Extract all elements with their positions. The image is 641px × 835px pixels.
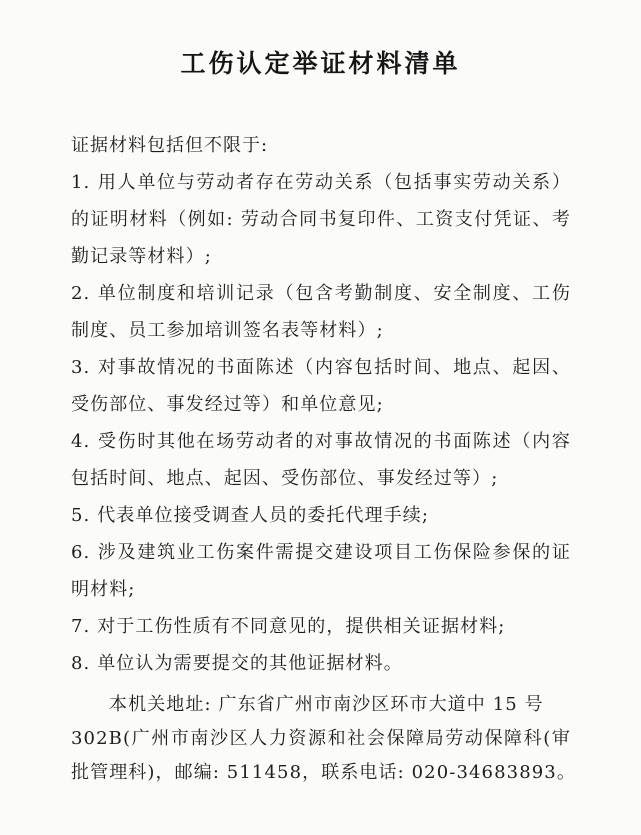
- evidence-list: [71, 127, 571, 682]
- list-item-line: 7. 对于工伤性质有不同意见的，提供相关证据材料;: [71, 616, 506, 637]
- list-item-line: 包括时间、地点、起因、受伤部位、事发经过等）;: [71, 468, 499, 489]
- list-item-line: 1. 用人单位与劳动者存在劳动关系（包括事实劳动关系）: [71, 172, 571, 193]
- intro-text: 证据材料包括但不限于:: [71, 135, 269, 156]
- office-address-block: [71, 688, 576, 790]
- address-line: 302B(广州市南沙区人力资源和社会保障局劳动保障科(审: [71, 728, 571, 749]
- list-item-line: 8. 单位认为需要提交的其他证据材料。: [71, 653, 403, 674]
- list-item-line: 5. 代表单位接受调查人员的委托代理手续;: [71, 505, 430, 526]
- list-item-3: [71, 349, 571, 423]
- list-item-line: 4. 受伤时其他在场劳动者的对事故情况的书面陈述（内容: [71, 431, 571, 452]
- address-line: 本机关地址: 广东省广州市南沙区环市大道中 15 号: [109, 694, 544, 715]
- list-item-line: 受伤部位、事发经过等）和单位意见;: [71, 394, 384, 415]
- list-item-line: 制度、员工参加培训签名表等材料）;: [71, 320, 384, 341]
- list-item-line: 3. 对事故情况的书面陈述（内容包括时间、地点、起因、: [71, 357, 571, 378]
- list-item-1: [71, 164, 571, 275]
- list-item-4: [71, 423, 571, 497]
- list-item-line: 明材料;: [71, 579, 136, 600]
- list-item-7: [71, 608, 571, 645]
- list-item-line: 的证明材料（例如: 劳动合同书复印件、工资支付凭证、考: [71, 209, 571, 230]
- list-item-5: [71, 497, 571, 534]
- list-item-line: 2. 单位制度和培训记录（包含考勤制度、安全制度、工伤: [71, 283, 571, 304]
- list-item-line: 勤记录等材料）;: [71, 246, 212, 267]
- list-item-2: [71, 275, 571, 349]
- document-title: 工伤认定举证材料清单: [180, 49, 461, 78]
- list-item-line: 6. 涉及建筑业工伤案件需提交建设项目工伤保险参保的证: [71, 542, 571, 563]
- list-item-6: [71, 534, 571, 608]
- postcode-phone-line: 批管理科)，邮编: 511458，联系电话: 020-34683893。: [71, 762, 576, 783]
- list-item-8: [71, 645, 571, 682]
